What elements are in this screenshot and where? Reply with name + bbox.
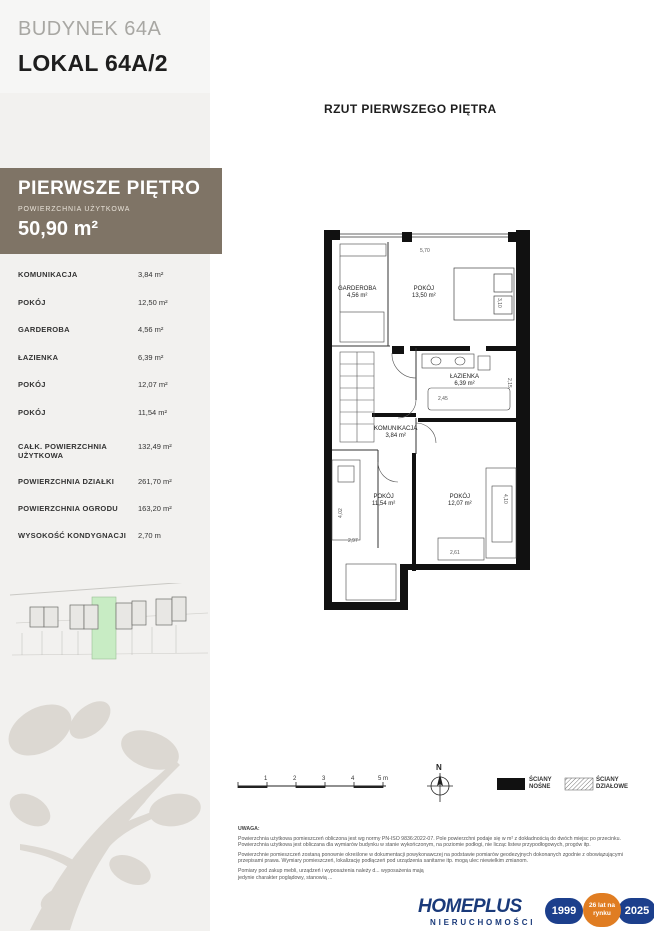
list-item: CAŁK. POWIERZCHNIA UŻYTKOWA 132,49 m² (18, 442, 172, 460)
building-label: BUDYNEK 64A (18, 18, 162, 40)
list-item: KOMUNIKACJA 3,84 m² (18, 270, 164, 279)
info-panel (0, 0, 210, 931)
building-header (0, 0, 210, 93)
list-item: POKÓJ 12,50 m² (18, 297, 168, 307)
room-label-garderoba: GARDEROBA 4,56 m² (338, 286, 377, 299)
list-item: POKÓJ 12,07 m² (18, 380, 168, 389)
notes-paragraph-3: Pomiary pod zakup mebli, urządzeń i wyposażenia należy d... wyposażenia mają jedynie charakter poglądowy, stanowią ... (238, 867, 424, 881)
notes-paragraph-2: Powierzchnie pomieszczeń zostaną ponownie określone w dokumentacji powykonawczej na podstawie pomiarów geodezyjnych dokonanych zgodnie z obowiązującymi przepisami prawa. Wymiary pomieszczeń, lokalizację podłączeń pod urządzenia sanitarne itp. mogą ulec niewielkim zmianom. (238, 851, 623, 865)
notes (238, 826, 638, 884)
floor-summary (0, 168, 222, 254)
floor-subtitle: POWIERZCHNIA UŻYTKOWA (18, 206, 131, 213)
list-item: WYSOKOŚĆ KONDYGNACJI 2,70 m (18, 531, 161, 540)
badge-years: 26 lat na rynku (583, 893, 621, 927)
site-plan (8, 583, 208, 673)
list-item: POWIERZCHNIA DZIAŁKI 261,70 m² (18, 477, 172, 486)
legend-partition-walls: ŚCIANY DZIAŁOWE (596, 777, 628, 790)
legend-load-walls: ŚCIANY NOŚNE (529, 777, 552, 790)
svg-text:2,61: 2,61 (450, 550, 460, 556)
summary-list (18, 440, 208, 556)
list-item: POWIERZCHNIA OGRODU 163,20 m² (18, 504, 172, 513)
list-item: GARDEROBA 4,56 m² (18, 325, 164, 334)
scale-bar (236, 774, 396, 792)
room-list (18, 268, 198, 433)
badge-year-from: 1999 (545, 898, 583, 924)
list-item: ŁAZIENKA 6,39 m² (18, 352, 164, 362)
svg-text:5,70: 5,70 (420, 248, 430, 254)
brand-logo: HOMEPLUS (418, 896, 522, 917)
floor-area: 50,90 m² (18, 218, 99, 240)
notes-paragraph-1: Powierzchnia użytkowa pomieszczeń obliczona jest wg normy PN-ISO 9836:2022-07. Pole powierzchni podaje się w m² z dokładnością do dwóch miejsc po przecinku. Powierzchnia użytkowa jest obliczana dla wymiarów budynku w stanie wykończonym, na poziomie podłogi, nie licząc listew przypodłogowych, progów itp. (238, 835, 621, 849)
room-label-komunikacja: KOMUNIKACJA 3,84 m² (374, 426, 418, 439)
list-item: POKÓJ 11,54 m² (18, 407, 168, 417)
room-label-pokoj-top: POKÓJ 13,50 m² (412, 286, 436, 299)
floor-name: PIERWSZE PIĘTRO (18, 178, 201, 199)
tree-decoration (0, 690, 210, 931)
svg-text:3,10: 3,10 (496, 298, 502, 308)
brand-subtitle: NIERUCHOMOŚCI (430, 918, 536, 927)
svg-text:4,10: 4,10 (502, 494, 508, 504)
anniversary-badge (545, 893, 654, 927)
svg-text:N: N (436, 763, 442, 772)
plan-title: RZUT PIERWSZEGO PIĘTRA (324, 102, 497, 116)
svg-text:2,45: 2,45 (438, 396, 448, 402)
svg-text:4,02: 4,02 (338, 508, 344, 518)
badge-year-to: 2025 (618, 898, 654, 924)
notes-heading: UWAGA: (238, 826, 260, 832)
room-label-pokoj-left: POKÓJ 11,54 m² (372, 494, 396, 507)
svg-text:2,97: 2,97 (348, 538, 358, 544)
svg-text:2,15: 2,15 (506, 378, 512, 388)
compass-icon (425, 762, 455, 804)
unit-label: LOKAL 64A/2 (18, 50, 168, 76)
room-label-lazienka: ŁAZIENKA 6,39 m² (450, 374, 480, 387)
room-label-pokoj-right: POKÓJ 12,07 m² (448, 494, 472, 507)
